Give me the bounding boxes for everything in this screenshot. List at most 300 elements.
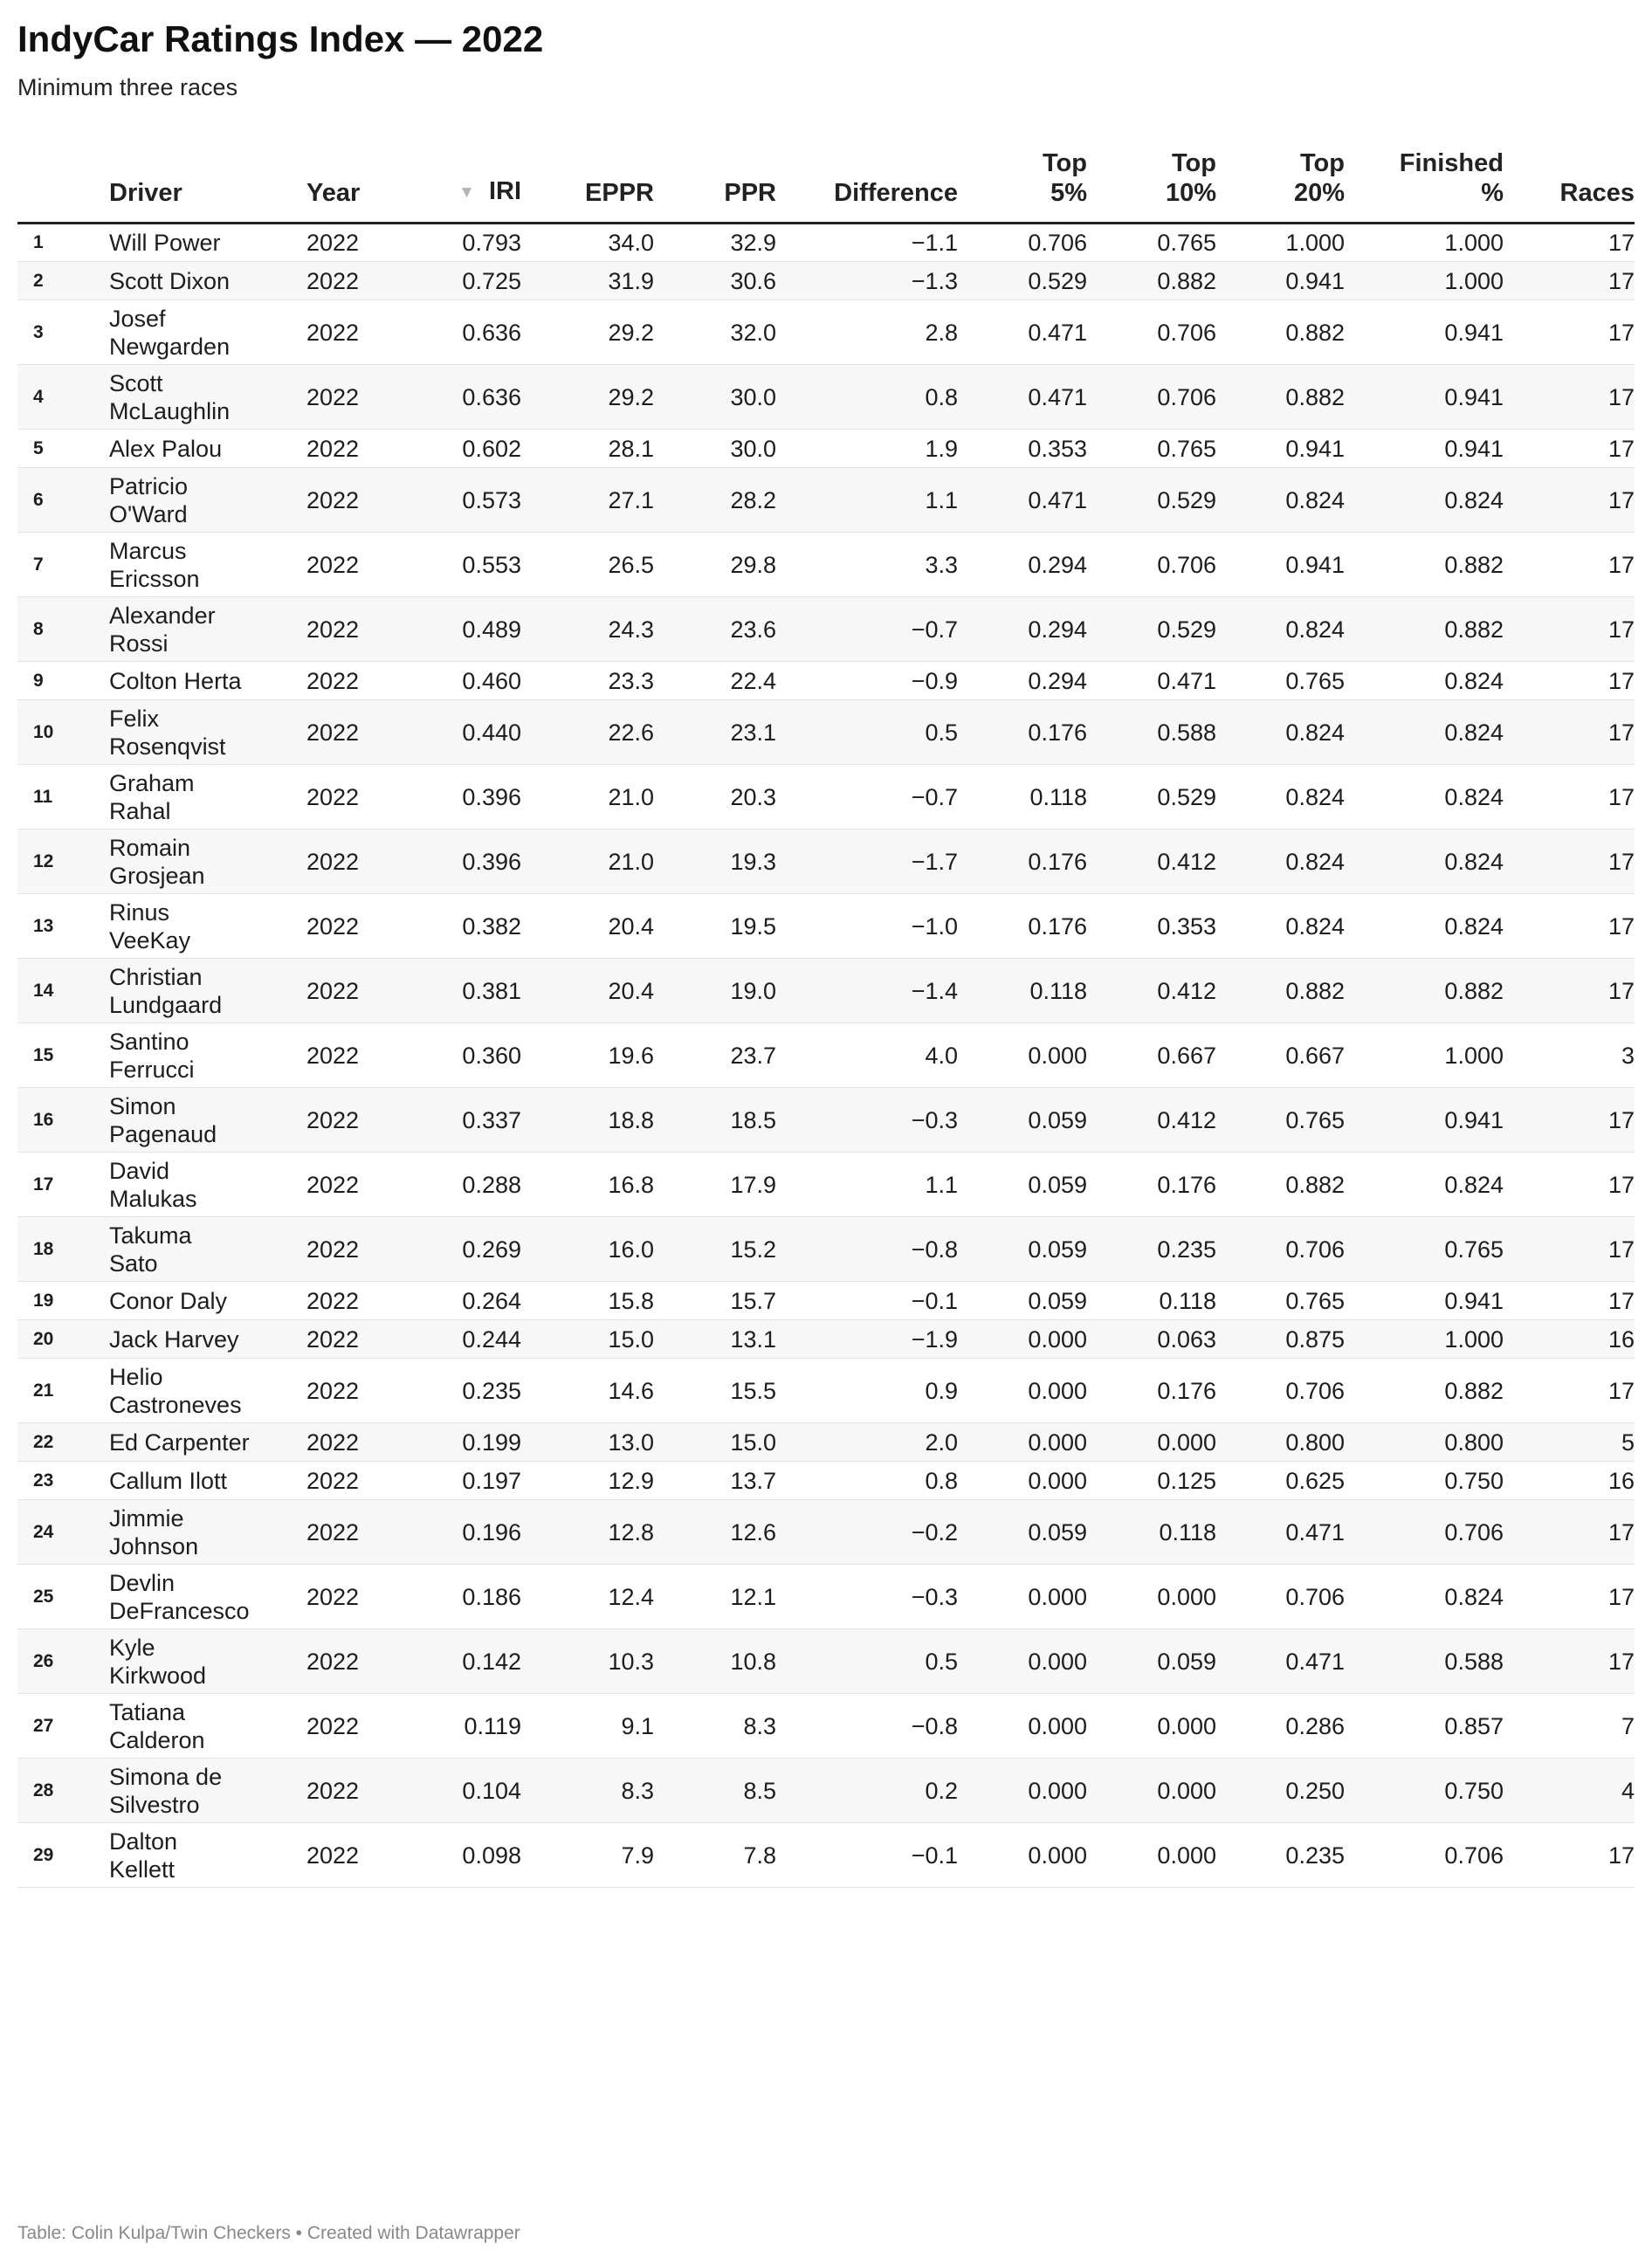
year-cell: 2022 <box>306 365 385 430</box>
table-row <box>17 1217 1635 1282</box>
driver-name-line: Castroneves <box>109 1391 242 1418</box>
table-row <box>17 1153 1635 1217</box>
top10-cell: 0.529 <box>1087 468 1216 533</box>
races-cell: 17 <box>1504 262 1635 300</box>
top10-cell: 0.059 <box>1087 1629 1216 1694</box>
iri-cell: 0.360 <box>385 1023 521 1088</box>
table-row <box>17 959 1635 1023</box>
ppr-cell: 15.5 <box>654 1359 776 1423</box>
year-cell: 2022 <box>306 1023 385 1088</box>
driver-name-line: Kellett <box>109 1855 176 1883</box>
races-cell: 17 <box>1504 430 1635 468</box>
iri-cell: 0.793 <box>385 224 521 262</box>
races-cell: 17 <box>1504 1088 1635 1153</box>
driver-cell <box>109 365 306 430</box>
top10-cell: 0.412 <box>1087 1088 1216 1153</box>
header-iri[interactable] <box>385 148 521 224</box>
difference-cell: −0.7 <box>776 597 958 662</box>
races-cell: 4 <box>1504 1759 1635 1823</box>
driver-cell <box>109 1423 306 1462</box>
eppr-cell: 20.4 <box>521 959 654 1023</box>
year-cell: 2022 <box>306 1565 385 1629</box>
top5-cell: 0.176 <box>958 700 1087 765</box>
iri-cell: 0.098 <box>385 1823 521 1888</box>
top5-cell: 0.176 <box>958 894 1087 959</box>
top10-cell: 0.706 <box>1087 300 1216 365</box>
finished-cell: 0.857 <box>1345 1694 1504 1759</box>
year-cell: 2022 <box>306 765 385 830</box>
driver-name-line: Scott Dixon <box>109 267 231 294</box>
ppr-cell: 19.3 <box>654 830 776 894</box>
iri-cell: 0.381 <box>385 959 521 1023</box>
header-difference[interactable]: Difference <box>776 148 958 224</box>
table-row <box>17 533 1635 597</box>
finished-cell: 0.882 <box>1345 1359 1504 1423</box>
ppr-cell: 19.0 <box>654 959 776 1023</box>
ppr-cell: 20.3 <box>654 765 776 830</box>
driver-name-line: Conor Daly <box>109 1287 228 1314</box>
year-cell: 2022 <box>306 468 385 533</box>
top10-cell: 0.176 <box>1087 1359 1216 1423</box>
ppr-cell: 7.8 <box>654 1823 776 1888</box>
driver-cell <box>109 1320 306 1359</box>
table-row <box>17 894 1635 959</box>
finished-cell: 0.882 <box>1345 597 1504 662</box>
year-cell: 2022 <box>306 1282 385 1320</box>
table-row <box>17 1565 1635 1629</box>
driver-name-line: Grosjean <box>109 862 205 889</box>
top10-cell: 0.063 <box>1087 1320 1216 1359</box>
top5-cell: 0.176 <box>958 830 1087 894</box>
difference-cell: 1.9 <box>776 430 958 468</box>
top10-cell: 0.529 <box>1087 765 1216 830</box>
driver-name-line: Callum Ilott <box>109 1467 228 1494</box>
iri-cell: 0.244 <box>385 1320 521 1359</box>
year-cell: 2022 <box>306 597 385 662</box>
year-cell: 2022 <box>306 224 385 262</box>
difference-cell: −0.8 <box>776 1694 958 1759</box>
table-row <box>17 765 1635 830</box>
top5-cell: 0.059 <box>958 1153 1087 1217</box>
table-row <box>17 468 1635 533</box>
top10-cell: 0.000 <box>1087 1759 1216 1823</box>
difference-cell: −1.1 <box>776 224 958 262</box>
rank-cell: 28 <box>17 1759 109 1823</box>
year-cell: 2022 <box>306 1823 385 1888</box>
top20-cell: 0.824 <box>1216 894 1345 959</box>
difference-cell: −1.9 <box>776 1320 958 1359</box>
races-cell: 7 <box>1504 1694 1635 1759</box>
eppr-cell: 27.1 <box>521 468 654 533</box>
rank-cell: 27 <box>17 1694 109 1759</box>
driver-cell <box>109 533 306 597</box>
iri-cell: 0.288 <box>385 1153 521 1217</box>
driver-name-line: Rosenqvist <box>109 733 226 760</box>
races-cell: 17 <box>1504 959 1635 1023</box>
eppr-cell: 12.9 <box>521 1462 654 1500</box>
top10-cell: 0.000 <box>1087 1694 1216 1759</box>
table-row <box>17 1823 1635 1888</box>
eppr-cell: 23.3 <box>521 662 654 700</box>
rank-cell: 1 <box>17 224 109 262</box>
ppr-cell: 32.0 <box>654 300 776 365</box>
driver-cell <box>109 1823 306 1888</box>
races-cell: 17 <box>1504 830 1635 894</box>
eppr-cell: 13.0 <box>521 1423 654 1462</box>
top5-cell: 0.353 <box>958 430 1087 468</box>
difference-cell: 0.9 <box>776 1359 958 1423</box>
driver-name-line: Christian <box>109 963 203 990</box>
driver-name-line: David <box>109 1157 170 1184</box>
difference-cell: −0.3 <box>776 1088 958 1153</box>
driver-cell <box>109 597 306 662</box>
driver-name-line: Calderon <box>109 1726 205 1753</box>
finished-cell: 0.824 <box>1345 1153 1504 1217</box>
iri-cell: 0.553 <box>385 533 521 597</box>
driver-name-line: Malukas <box>109 1185 197 1212</box>
top10-cell: 0.412 <box>1087 830 1216 894</box>
races-cell: 17 <box>1504 365 1635 430</box>
finished-cell: 0.750 <box>1345 1462 1504 1500</box>
table-row <box>17 262 1635 300</box>
top5-cell: 0.000 <box>958 1629 1087 1694</box>
eppr-cell: 21.0 <box>521 765 654 830</box>
rank-cell: 9 <box>17 662 109 700</box>
eppr-cell: 15.8 <box>521 1282 654 1320</box>
finished-cell: 0.941 <box>1345 300 1504 365</box>
top5-cell: 0.471 <box>958 468 1087 533</box>
ppr-cell: 30.0 <box>654 430 776 468</box>
rank-cell: 26 <box>17 1629 109 1694</box>
ppr-cell: 23.6 <box>654 597 776 662</box>
year-cell: 2022 <box>306 1153 385 1217</box>
driver-name-line: Graham <box>109 769 195 796</box>
year-cell: 2022 <box>306 1694 385 1759</box>
ppr-cell: 23.7 <box>654 1023 776 1088</box>
year-cell: 2022 <box>306 1500 385 1565</box>
races-cell: 17 <box>1504 1565 1635 1629</box>
difference-cell: −1.4 <box>776 959 958 1023</box>
iri-cell: 0.489 <box>385 597 521 662</box>
ppr-cell: 30.6 <box>654 262 776 300</box>
difference-cell: −0.7 <box>776 765 958 830</box>
races-cell: 17 <box>1504 1282 1635 1320</box>
driver-name-line: Ferrucci <box>109 1056 195 1083</box>
ppr-cell: 15.0 <box>654 1423 776 1462</box>
iri-cell: 0.396 <box>385 830 521 894</box>
top5-cell: 0.059 <box>958 1217 1087 1282</box>
driver-cell <box>109 662 306 700</box>
driver-name-line: Newgarden <box>109 333 231 360</box>
rank-cell: 20 <box>17 1320 109 1359</box>
iri-cell: 0.460 <box>385 662 521 700</box>
driver-cell <box>109 700 306 765</box>
difference-cell: 1.1 <box>776 1153 958 1217</box>
rank-cell: 18 <box>17 1217 109 1282</box>
year-cell: 2022 <box>306 1423 385 1462</box>
difference-cell: 0.8 <box>776 365 958 430</box>
eppr-cell: 19.6 <box>521 1023 654 1088</box>
header-top5-line1: Top <box>1043 149 1087 177</box>
rank-cell: 23 <box>17 1462 109 1500</box>
iri-cell: 0.186 <box>385 1565 521 1629</box>
driver-cell <box>109 300 306 365</box>
finished-cell: 0.941 <box>1345 1088 1504 1153</box>
top20-cell: 1.000 <box>1216 224 1345 262</box>
finished-cell: 0.941 <box>1345 365 1504 430</box>
driver-cell <box>109 894 306 959</box>
driver-name-line: McLaughlin <box>109 397 231 424</box>
top5-cell: 0.529 <box>958 262 1087 300</box>
races-cell: 16 <box>1504 1462 1635 1500</box>
top20-cell: 0.800 <box>1216 1423 1345 1462</box>
header-top10-line2: 10% <box>1165 179 1216 207</box>
difference-cell: −1.3 <box>776 262 958 300</box>
driver-name-line: Silvestro <box>109 1791 200 1818</box>
ppr-cell: 32.9 <box>654 224 776 262</box>
top20-cell: 0.471 <box>1216 1500 1345 1565</box>
difference-cell: 3.3 <box>776 533 958 597</box>
driver-name-line: Devlin <box>109 1569 176 1596</box>
difference-cell: 0.5 <box>776 1629 958 1694</box>
races-cell: 17 <box>1504 300 1635 365</box>
rank-cell: 24 <box>17 1500 109 1565</box>
header-row <box>17 148 1635 224</box>
difference-cell: −0.3 <box>776 1565 958 1629</box>
difference-cell: 1.1 <box>776 468 958 533</box>
top20-cell: 0.824 <box>1216 765 1345 830</box>
rank-cell: 25 <box>17 1565 109 1629</box>
difference-cell: 0.8 <box>776 1462 958 1500</box>
races-cell: 17 <box>1504 1359 1635 1423</box>
eppr-cell: 29.2 <box>521 365 654 430</box>
table-header <box>17 148 1635 224</box>
driver-name-line: Pagenaud <box>109 1120 217 1147</box>
table-row <box>17 830 1635 894</box>
driver-cell <box>109 1694 306 1759</box>
top10-cell: 0.706 <box>1087 533 1216 597</box>
driver-name-line: Johnson <box>109 1532 199 1559</box>
iri-cell: 0.337 <box>385 1088 521 1153</box>
rank-cell: 21 <box>17 1359 109 1423</box>
races-cell: 17 <box>1504 1500 1635 1565</box>
driver-name-line: Sato <box>109 1250 158 1277</box>
top5-cell: 0.000 <box>958 1423 1087 1462</box>
ppr-cell: 29.8 <box>654 533 776 597</box>
finished-cell: 0.824 <box>1345 468 1504 533</box>
driver-cell <box>109 1217 306 1282</box>
driver-name-line: Rossi <box>109 630 169 657</box>
driver-name-line: Jimmie <box>109 1504 184 1532</box>
driver-cell <box>109 1153 306 1217</box>
header-top5-line2: 5% <box>1050 179 1087 207</box>
header-top20-line1: Top <box>1300 149 1345 177</box>
table-row <box>17 700 1635 765</box>
driver-cell <box>109 1565 306 1629</box>
finished-cell: 0.800 <box>1345 1423 1504 1462</box>
eppr-cell: 8.3 <box>521 1759 654 1823</box>
driver-cell <box>109 830 306 894</box>
driver-name-line: Simon <box>109 1092 176 1119</box>
iri-cell: 0.196 <box>385 1500 521 1565</box>
rank-cell: 11 <box>17 765 109 830</box>
iri-cell: 0.382 <box>385 894 521 959</box>
finished-cell: 0.824 <box>1345 765 1504 830</box>
finished-cell: 0.750 <box>1345 1759 1504 1823</box>
top20-cell: 0.941 <box>1216 533 1345 597</box>
races-cell: 17 <box>1504 662 1635 700</box>
ppr-cell: 15.2 <box>654 1217 776 1282</box>
top20-cell: 0.667 <box>1216 1023 1345 1088</box>
driver-name-line: Romain <box>109 834 191 861</box>
top20-cell: 0.706 <box>1216 1565 1345 1629</box>
finished-cell: 0.882 <box>1345 533 1504 597</box>
finished-cell: 1.000 <box>1345 224 1504 262</box>
iri-cell: 0.573 <box>385 468 521 533</box>
chart-footer: Table: Colin Kulpa/Twin Checkers • Created with Datawrapper <box>17 2223 520 2243</box>
difference-cell: −1.0 <box>776 894 958 959</box>
chart-subtitle: Minimum three races <box>17 74 238 100</box>
iri-cell: 0.440 <box>385 700 521 765</box>
iri-cell: 0.199 <box>385 1423 521 1462</box>
top5-cell: 0.706 <box>958 224 1087 262</box>
driver-name-line: Alexander <box>109 602 216 629</box>
rank-cell: 2 <box>17 262 109 300</box>
driver-name-line: Josef <box>109 305 166 332</box>
top10-cell: 0.353 <box>1087 894 1216 959</box>
top10-cell: 0.118 <box>1087 1282 1216 1320</box>
top10-cell: 0.125 <box>1087 1462 1216 1500</box>
eppr-cell: 21.0 <box>521 830 654 894</box>
top20-cell: 0.765 <box>1216 1088 1345 1153</box>
top20-cell: 0.250 <box>1216 1759 1345 1823</box>
driver-cell <box>109 1759 306 1823</box>
top10-cell: 0.000 <box>1087 1823 1216 1888</box>
ppr-cell: 17.9 <box>654 1153 776 1217</box>
iri-cell: 0.725 <box>385 262 521 300</box>
top10-cell: 0.000 <box>1087 1423 1216 1462</box>
driver-name-line: Tatiana <box>109 1698 186 1725</box>
year-cell: 2022 <box>306 533 385 597</box>
top5-cell: 0.471 <box>958 365 1087 430</box>
top10-cell: 0.235 <box>1087 1217 1216 1282</box>
eppr-cell: 16.8 <box>521 1153 654 1217</box>
header-year[interactable]: Year <box>306 148 385 224</box>
header-eppr[interactable]: EPPR <box>521 148 654 224</box>
ppr-cell: 23.1 <box>654 700 776 765</box>
rank-cell: 5 <box>17 430 109 468</box>
driver-name-line: Ed Carpenter <box>109 1429 250 1456</box>
eppr-cell: 22.6 <box>521 700 654 765</box>
top10-cell: 0.765 <box>1087 224 1216 262</box>
rank-cell: 13 <box>17 894 109 959</box>
top20-cell: 0.286 <box>1216 1694 1345 1759</box>
table-row <box>17 1423 1635 1462</box>
driver-cell <box>109 1282 306 1320</box>
driver-cell <box>109 959 306 1023</box>
races-cell: 17 <box>1504 224 1635 262</box>
races-cell: 17 <box>1504 597 1635 662</box>
header-ppr[interactable]: PPR <box>654 148 776 224</box>
difference-cell: −1.7 <box>776 830 958 894</box>
top20-cell: 0.706 <box>1216 1217 1345 1282</box>
eppr-cell: 34.0 <box>521 224 654 262</box>
driver-name-line: Dalton <box>109 1828 178 1855</box>
eppr-cell: 12.8 <box>521 1500 654 1565</box>
top20-cell: 0.882 <box>1216 365 1345 430</box>
eppr-cell: 20.4 <box>521 894 654 959</box>
top5-cell: 0.000 <box>958 1759 1087 1823</box>
finished-cell: 0.941 <box>1345 1282 1504 1320</box>
year-cell: 2022 <box>306 262 385 300</box>
difference-cell: 0.5 <box>776 700 958 765</box>
driver-name-line: Lundgaard <box>109 991 223 1018</box>
driver-name-line: Colton Herta <box>109 667 242 694</box>
year-cell: 2022 <box>306 1088 385 1153</box>
header-finished[interactable] <box>1345 148 1504 224</box>
top20-cell: 0.765 <box>1216 1282 1345 1320</box>
header-races[interactable]: Races <box>1504 148 1635 224</box>
ppr-cell: 18.5 <box>654 1088 776 1153</box>
table-row <box>17 1088 1635 1153</box>
races-cell: 17 <box>1504 1153 1635 1217</box>
ppr-cell: 12.1 <box>654 1565 776 1629</box>
year-cell: 2022 <box>306 959 385 1023</box>
driver-name-line: Will Power <box>109 230 221 256</box>
driver-name-line: Takuma <box>109 1222 192 1249</box>
finished-cell: 1.000 <box>1345 1023 1504 1088</box>
finished-cell: 0.765 <box>1345 1217 1504 1282</box>
driver-cell <box>109 765 306 830</box>
top5-cell: 0.059 <box>958 1282 1087 1320</box>
driver-cell <box>109 224 306 262</box>
top20-cell: 0.824 <box>1216 700 1345 765</box>
iri-cell: 0.142 <box>385 1629 521 1694</box>
table-row <box>17 224 1635 262</box>
finished-cell: 1.000 <box>1345 1320 1504 1359</box>
eppr-cell: 9.1 <box>521 1694 654 1759</box>
header-driver[interactable]: Driver <box>109 148 306 224</box>
top10-cell: 0.176 <box>1087 1153 1216 1217</box>
ppr-cell: 30.0 <box>654 365 776 430</box>
header-top10[interactable] <box>1087 148 1216 224</box>
ppr-cell: 12.6 <box>654 1500 776 1565</box>
rank-cell: 19 <box>17 1282 109 1320</box>
year-cell: 2022 <box>306 1359 385 1423</box>
table-row <box>17 1359 1635 1423</box>
chart-title: IndyCar Ratings Index — 2022 <box>17 18 544 59</box>
top5-cell: 0.000 <box>958 1023 1087 1088</box>
iri-cell: 0.636 <box>385 365 521 430</box>
finished-cell: 1.000 <box>1345 262 1504 300</box>
driver-cell <box>109 1462 306 1500</box>
sort-descending-icon[interactable]: ▼ <box>458 183 475 202</box>
races-cell: 17 <box>1504 533 1635 597</box>
header-top5[interactable] <box>958 148 1087 224</box>
top10-cell: 0.529 <box>1087 597 1216 662</box>
races-cell: 5 <box>1504 1423 1635 1462</box>
races-cell: 16 <box>1504 1320 1635 1359</box>
header-top20[interactable] <box>1216 148 1345 224</box>
top5-cell: 0.294 <box>958 597 1087 662</box>
eppr-cell: 29.2 <box>521 300 654 365</box>
top10-cell: 0.118 <box>1087 1500 1216 1565</box>
eppr-cell: 14.6 <box>521 1359 654 1423</box>
finished-cell: 0.824 <box>1345 894 1504 959</box>
iri-cell: 0.104 <box>385 1759 521 1823</box>
ppr-cell: 13.1 <box>654 1320 776 1359</box>
driver-cell <box>109 1023 306 1088</box>
